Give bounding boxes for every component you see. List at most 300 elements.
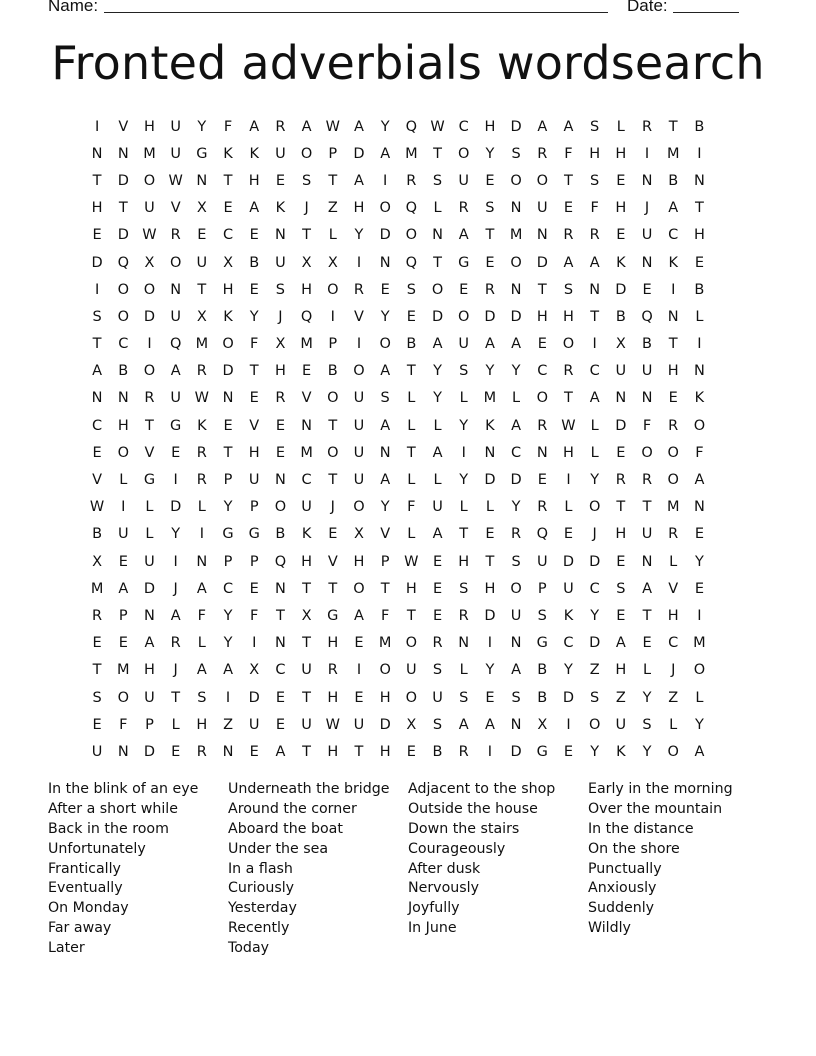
grid-letter: B — [537, 662, 548, 679]
grid-letter: C — [222, 227, 234, 244]
grid-letter: O — [327, 444, 339, 461]
grid-letter: O — [327, 390, 339, 407]
word-list-item: Wildly — [588, 920, 631, 937]
grid-letter: W — [142, 227, 157, 244]
grid-letter: R — [458, 743, 469, 760]
grid-letter: E — [92, 444, 102, 461]
grid-letter: Q — [536, 526, 548, 543]
grid-letter: O — [641, 444, 653, 461]
grid-letter: M — [693, 635, 706, 652]
grid-letter: K — [223, 308, 233, 325]
grid-letter: E — [694, 526, 704, 543]
grid-letter: E — [616, 172, 626, 189]
grid-letter: D — [379, 227, 391, 244]
grid-letter: L — [197, 499, 206, 516]
grid-letter: R — [432, 635, 443, 652]
grid-letter: W — [194, 390, 210, 407]
grid-letter: O — [667, 472, 679, 489]
grid-letter: A — [432, 444, 443, 461]
grid-letter: J — [304, 200, 309, 217]
grid-letter: X — [406, 716, 417, 733]
grid-letter: S — [537, 607, 547, 624]
grid-letter: L — [328, 227, 337, 244]
grid-letter: F — [380, 607, 390, 624]
grid-letter: R — [641, 118, 653, 135]
grid-letter: R — [537, 499, 548, 516]
grid-letter: H — [667, 607, 679, 624]
word-list-item: In the blink of an eye — [48, 781, 199, 797]
grid-letter: L — [145, 499, 154, 516]
grid-letter: A — [668, 200, 679, 217]
grid-letter: Y — [642, 743, 652, 760]
grid-letter: O — [562, 336, 575, 353]
grid-letter: Q — [117, 254, 129, 271]
grid-letter: A — [589, 390, 600, 407]
grid-letter: T — [171, 689, 181, 706]
grid-letter: E — [485, 254, 495, 271]
grid-letter: T — [406, 444, 416, 461]
grid-letter: H — [327, 635, 339, 652]
grid-letter: T — [197, 281, 207, 298]
grid-letter: M — [300, 336, 313, 353]
grid-letter: P — [223, 472, 233, 489]
grid-letter: U — [170, 145, 181, 162]
grid-letter: T — [642, 499, 652, 516]
grid-letter: S — [380, 390, 390, 407]
grid-letter: T — [485, 227, 495, 244]
grid-letter: H — [144, 118, 155, 135]
grid-letter: E — [249, 227, 259, 244]
grid-letter: C — [668, 227, 679, 244]
grid-letter: F — [250, 607, 259, 624]
grid-letter: Z — [615, 689, 626, 706]
grid-letter: U — [301, 716, 312, 733]
word-list-item: Around the corner — [228, 800, 357, 817]
grid-letter: A — [563, 118, 574, 135]
word-list-item: Later — [48, 940, 85, 957]
grid-letter: E — [223, 417, 233, 434]
grid-letter: B — [668, 172, 679, 189]
grid-letter: Q — [641, 308, 653, 325]
grid-letter: E — [302, 363, 312, 380]
grid-letter: U — [248, 472, 260, 489]
grid-letter: U — [432, 689, 443, 706]
grid-letter: D — [248, 689, 260, 706]
grid-letter: Y — [485, 662, 495, 679]
grid-letter: T — [223, 444, 233, 461]
grid-letter: U — [406, 662, 417, 679]
grid-letter: T — [302, 635, 312, 652]
grid-letter: A — [380, 472, 391, 489]
word-list-item: Courageously — [408, 840, 506, 857]
grid-letter: T — [118, 200, 128, 217]
grid-letter: S — [616, 580, 626, 597]
grid-letter: T — [564, 390, 573, 407]
grid-letter: L — [459, 499, 468, 516]
grid-letter: U — [641, 227, 653, 244]
grid-letter: E — [354, 635, 364, 652]
grid-letter: L — [433, 200, 442, 217]
grid-letter: S — [590, 172, 600, 189]
date-label: Date: — [627, 0, 668, 15]
grid-letter: I — [644, 145, 650, 162]
grid-letter: S — [275, 281, 286, 298]
grid-letter: X — [301, 607, 312, 624]
grid-letter: R — [196, 363, 207, 380]
grid-letter: Q — [405, 118, 418, 135]
word-list-item: Frantically — [48, 860, 121, 877]
grid-letter: L — [669, 716, 678, 733]
grid-letter: U — [536, 553, 548, 570]
grid-letter: R — [537, 417, 548, 434]
grid-letter: S — [301, 172, 312, 189]
word-list-item: Yesterday — [228, 900, 297, 917]
word-list-item: Aboard the boat — [228, 820, 343, 837]
grid-letter: O — [405, 635, 418, 652]
grid-letter: G — [536, 743, 548, 760]
grid-letter: L — [145, 526, 154, 543]
grid-letter: L — [616, 118, 625, 135]
grid-letter: D — [589, 635, 601, 652]
grid-letter: S — [459, 580, 469, 597]
grid-letter: H — [117, 417, 129, 434]
grid-letter: A — [511, 336, 522, 353]
grid-letter: T — [223, 172, 233, 189]
grid-letter: C — [92, 417, 103, 434]
grid-letter: K — [616, 743, 626, 760]
grid-letter: E — [406, 743, 416, 760]
grid-letter: S — [92, 689, 102, 706]
grid-letter: A — [354, 118, 364, 135]
grid-letter: N — [510, 635, 522, 652]
grid-letter: C — [537, 363, 548, 380]
grid-letter: U — [615, 716, 627, 733]
grid-letter: J — [671, 662, 676, 679]
grid-letter: Y — [485, 363, 495, 380]
grid-letter: M — [405, 145, 418, 162]
grid-letter: S — [511, 145, 521, 162]
word-list-column-2 — [228, 780, 390, 959]
grid-letter: N — [117, 390, 129, 407]
grid-letter: K — [249, 145, 259, 162]
grid-letter: T — [249, 363, 259, 380]
word-list-item: Far away — [48, 920, 112, 937]
grid-letter: E — [485, 526, 495, 543]
grid-letter: D — [510, 118, 522, 135]
grid-letter: Y — [433, 390, 442, 407]
grid-letter: N — [536, 444, 548, 461]
grid-letter: X — [144, 254, 155, 271]
grid-letter: R — [406, 172, 417, 189]
grid-letter: C — [589, 580, 600, 597]
grid-letter: R — [275, 390, 286, 407]
grid-letter: Y — [223, 499, 233, 516]
grid-letter: U — [353, 390, 365, 407]
grid-letter: A — [380, 145, 391, 162]
grid-letter: Z — [589, 662, 600, 679]
grid-letter: J — [278, 308, 283, 325]
grid-letter: E — [275, 689, 285, 706]
grid-letter: E — [171, 444, 181, 461]
word-list-item: On Monday — [48, 900, 129, 917]
grid-letter: A — [196, 580, 207, 597]
grid-letter: O — [588, 499, 601, 516]
grid-letter: R — [589, 227, 600, 244]
grid-letter: T — [328, 172, 338, 189]
grid-letter: H — [144, 662, 155, 679]
grid-letter: H — [301, 281, 313, 298]
grid-letter: A — [642, 580, 652, 597]
grid-letter: N — [222, 390, 234, 407]
grid-letter: D — [510, 308, 522, 325]
grid-letter: B — [642, 336, 652, 353]
grid-letter: L — [119, 472, 128, 489]
grid-letter: S — [511, 689, 521, 706]
grid-letter: V — [668, 580, 679, 597]
grid-letter: T — [433, 145, 442, 162]
grid-letter: U — [353, 472, 365, 489]
grid-letter: T — [616, 499, 626, 516]
grid-letter: N — [510, 716, 522, 733]
grid-letter: T — [92, 172, 102, 189]
grid-letter: V — [170, 200, 181, 217]
grid-letter: R — [615, 472, 626, 489]
grid-letter: T — [433, 254, 442, 271]
grid-letter: M — [509, 227, 523, 244]
word-list-item: Back in the room — [48, 820, 169, 837]
grid-letter: B — [432, 743, 443, 760]
word-list-column-4 — [588, 780, 733, 939]
grid-letter: A — [511, 662, 522, 679]
grid-letter: J — [173, 580, 178, 597]
grid-letter: I — [94, 118, 100, 135]
grid-letter: A — [144, 635, 155, 652]
grid-letter: E — [118, 553, 128, 570]
word-list-item: Suddenly — [588, 900, 655, 917]
grid-letter: Y — [380, 499, 390, 516]
grid-letter: B — [694, 281, 705, 298]
grid-letter: E — [275, 417, 285, 434]
name-blank-line — [104, 12, 608, 13]
grid-letter: L — [433, 472, 442, 489]
grid-letter: R — [668, 526, 679, 543]
grid-letter: D — [353, 145, 365, 162]
grid-letter: X — [249, 662, 260, 679]
grid-letter: L — [695, 689, 704, 706]
grid-letter: I — [225, 689, 231, 706]
grid-letter: Y — [485, 145, 495, 162]
grid-letter: H — [693, 227, 705, 244]
grid-letter: T — [302, 580, 312, 597]
grid-letter: K — [485, 417, 495, 434]
grid-letter: G — [222, 526, 234, 543]
grid-letter: U — [536, 200, 548, 217]
grid-letter: A — [196, 662, 207, 679]
grid-letter: I — [487, 635, 493, 652]
grid-letter: O — [693, 662, 706, 679]
grid-letter: N — [117, 145, 129, 162]
name-label: Name: — [48, 0, 99, 15]
grid-letter: R — [196, 472, 207, 489]
grid-letter: N — [274, 472, 286, 489]
grid-letter: N — [379, 444, 391, 461]
grid-letter: T — [590, 308, 600, 325]
grid-letter: A — [223, 662, 233, 679]
grid-letter: S — [590, 689, 600, 706]
grid-letter: E — [563, 743, 574, 760]
grid-letter: T — [302, 743, 312, 760]
grid-letter: E — [616, 553, 626, 570]
grid-letter: Y — [380, 118, 390, 135]
grid-letter: M — [195, 336, 209, 353]
grid-letter: M — [483, 390, 497, 407]
grid-letter: Q — [169, 336, 182, 353]
grid-letter: X — [354, 526, 364, 543]
grid-letter: N — [693, 499, 705, 516]
grid-letter: A — [537, 118, 548, 135]
grid-letter: I — [330, 308, 335, 325]
grid-letter: A — [354, 172, 364, 189]
grid-letter: H — [484, 580, 496, 597]
grid-letter: I — [356, 662, 362, 679]
grid-letter: Y — [590, 743, 600, 760]
grid-letter: A — [694, 743, 705, 760]
grid-letter: G — [170, 417, 182, 434]
grid-letter: E — [118, 635, 128, 652]
grid-letter: D — [510, 743, 522, 760]
grid-letter: M — [117, 662, 130, 679]
grid-letter: D — [170, 499, 182, 516]
grid-letter: A — [694, 472, 705, 489]
grid-letter: A — [301, 118, 312, 135]
grid-letter: I — [121, 499, 126, 516]
grid-letter: U — [275, 145, 286, 162]
grid-letter: M — [300, 444, 313, 461]
date-blank-line — [673, 12, 739, 13]
grid-letter: L — [433, 417, 442, 434]
grid-letter: F — [250, 336, 259, 353]
grid-letter: T — [406, 607, 416, 624]
grid-letter: S — [197, 689, 207, 706]
grid-letter: P — [249, 553, 259, 570]
grid-letter: E — [485, 689, 495, 706]
grid-letter: P — [145, 716, 154, 733]
grid-letter: I — [697, 336, 702, 353]
grid-letter: N — [91, 390, 103, 407]
grid-letter: D — [536, 254, 548, 271]
grid-letter: Y — [511, 363, 521, 380]
grid-letter: L — [669, 553, 678, 570]
grid-letter: N — [432, 227, 443, 244]
grid-letter: N — [484, 444, 496, 461]
grid-letter: U — [301, 499, 312, 516]
grid-letter: D — [91, 254, 103, 271]
grid-letter: O — [169, 254, 182, 271]
word-list-item: Adjacent to the shop — [408, 781, 556, 797]
grid-letter: A — [589, 254, 600, 271]
grid-letter: Y — [197, 118, 207, 135]
grid-letter: V — [380, 526, 391, 543]
grid-letter: Y — [694, 553, 704, 570]
grid-letter: H — [196, 716, 208, 733]
grid-letter: H — [563, 444, 574, 461]
grid-letter: E — [563, 526, 574, 543]
word-list-item: Punctually — [588, 860, 662, 877]
grid-letter: T — [380, 580, 390, 597]
grid-letter: X — [615, 336, 626, 353]
grid-letter: X — [196, 308, 207, 325]
grid-letter: S — [432, 716, 443, 733]
grid-letter: I — [566, 716, 571, 733]
grid-letter: T — [328, 580, 338, 597]
grid-letter: U — [563, 580, 574, 597]
grid-letter: T — [92, 336, 102, 353]
grid-letter: E — [668, 390, 678, 407]
grid-letter: B — [275, 526, 286, 543]
grid-letter: D — [222, 363, 234, 380]
grid-letter: O — [405, 689, 418, 706]
grid-letter: I — [199, 526, 204, 543]
grid-letter: W — [325, 118, 340, 135]
grid-letter: Z — [327, 200, 338, 217]
word-list-item: In a flash — [228, 860, 293, 877]
grid-letter: O — [510, 172, 522, 189]
grid-letter: L — [642, 662, 652, 679]
grid-letter: K — [668, 254, 678, 271]
grid-letter: O — [117, 308, 129, 325]
grid-letter: N — [91, 145, 103, 162]
grid-letter: N — [510, 200, 522, 217]
grid-letter: O — [536, 172, 548, 189]
grid-letter: T — [485, 553, 495, 570]
grid-letter: S — [590, 118, 600, 135]
grid-letter: Y — [694, 716, 704, 733]
grid-letter: A — [615, 635, 626, 652]
grid-letter: N — [196, 553, 208, 570]
grid-letter: U — [641, 363, 653, 380]
grid-letter: E — [249, 743, 259, 760]
word-list-item: Over the mountain — [588, 800, 723, 817]
grid-letter: D — [615, 417, 627, 434]
grid-letter: Y — [433, 363, 442, 380]
word-list-item: Curiously — [228, 880, 295, 897]
grid-letter: T — [537, 281, 547, 298]
word-list-item: On the shore — [588, 840, 680, 857]
grid-letter: F — [695, 444, 704, 461]
grid-letter: E — [275, 444, 285, 461]
grid-letter: U — [432, 499, 443, 516]
grid-letter: E — [432, 607, 443, 624]
grid-letter: D — [562, 553, 575, 570]
grid-letter: S — [563, 281, 574, 298]
grid-letter: V — [144, 444, 155, 461]
grid-letter: M — [378, 635, 392, 652]
grid-letter: S — [432, 172, 443, 189]
grid-letter: H — [458, 553, 470, 570]
grid-letter: R — [641, 472, 653, 489]
grid-letter: G — [196, 145, 208, 162]
grid-letter: T — [275, 607, 285, 624]
grid-letter: N — [301, 417, 313, 434]
grid-letter: H — [353, 553, 365, 570]
grid-letter: C — [301, 472, 312, 489]
grid-letter: Q — [300, 308, 313, 325]
grid-letter: O — [379, 336, 391, 353]
grid-letter: T — [668, 336, 678, 353]
grid-letter: W — [89, 499, 105, 516]
grid-letter: U — [170, 308, 181, 325]
grid-letter: R — [668, 417, 679, 434]
